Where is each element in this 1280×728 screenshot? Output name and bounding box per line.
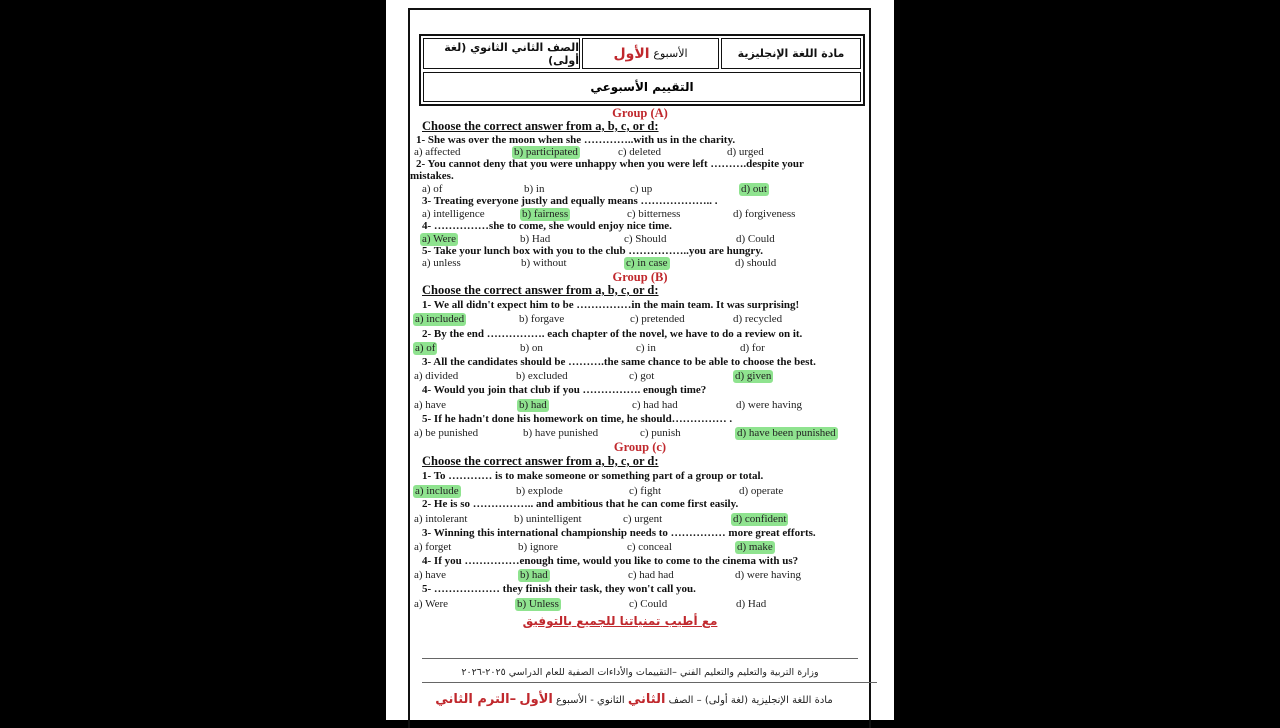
question-stem: 2- You cannot deny that you were unhappy when you were left ……….despite your — [416, 158, 804, 170]
question-stem-continued: mistakes. — [410, 170, 454, 182]
option-c: c) urgent — [623, 513, 663, 525]
group-b-title: Group (B) — [612, 270, 668, 284]
option-b-highlighted: b) had — [519, 399, 547, 411]
group-c-instruction: Choose the correct answer from a, b, c, or d: — [422, 454, 659, 468]
option-c-highlighted: c) in case — [626, 257, 668, 269]
assessment-title: التقييم الأسبوعي — [423, 72, 861, 102]
question-stem: 4- If you ……………enough time, would you like to come to the cinema with us? — [422, 555, 799, 567]
option-a-highlighted: a) included — [415, 313, 465, 325]
option-b: b) unintelligent — [514, 513, 582, 525]
option-a: a) intolerant — [414, 513, 468, 525]
option-d-highlighted: d) make — [737, 541, 773, 553]
option-d-highlighted: d) given — [735, 370, 772, 382]
option-d: d) for — [740, 342, 765, 354]
option-a: a) Were — [414, 598, 449, 610]
option-a: a) affected — [414, 146, 461, 158]
option-a-highlighted: a) Were — [422, 233, 457, 245]
footer-divider-2 — [422, 682, 877, 683]
option-c: c) pretended — [630, 313, 685, 325]
option-b: b) on — [520, 342, 543, 354]
option-c: c) conceal — [627, 541, 672, 553]
option-c: c) in — [636, 342, 656, 354]
option-d: d) operate — [739, 485, 784, 497]
option-c: c) fight — [629, 485, 662, 497]
question-stem: 3- All the candidates should be ……….the same chance to be able to choose the best. — [422, 356, 816, 368]
option-a: a) have — [414, 399, 447, 411]
option-b: b) Had — [520, 233, 551, 245]
option-b: b) in — [524, 183, 545, 195]
option-a: a) unless — [422, 257, 461, 269]
option-d: d) urged — [727, 146, 764, 158]
option-d: d) recycled — [733, 313, 783, 325]
week-cell: الأسبوع الأول — [582, 38, 719, 69]
question-stem: 5- If he hadn't done his homework on time, he should…………… . — [422, 413, 733, 425]
option-c: c) up — [630, 183, 653, 195]
question-stem: 4- Would you join that club if you ……………. enough time? — [422, 384, 707, 396]
option-a-highlighted: a) of — [415, 342, 436, 354]
option-d: d) Could — [736, 233, 775, 245]
question-stem: 1- We all didn't expect him to be ……………in the main team. It was surprising! — [422, 299, 800, 311]
header-table — [419, 34, 865, 106]
option-d-highlighted: d) out — [741, 183, 767, 195]
option-a: a) have — [414, 569, 447, 581]
option-a-highlighted: a) include — [415, 485, 459, 497]
option-a: a) intelligence — [422, 208, 485, 220]
option-d-highlighted: d) have been punished — [737, 427, 836, 439]
group-a-instruction: Choose the correct answer from a, b, c, or d: — [422, 119, 659, 133]
option-b: b) explode — [516, 485, 563, 497]
question-stem: 3- Winning this international championship needs to …………… more great efforts. — [422, 527, 816, 539]
option-c: c) got — [629, 370, 655, 382]
question-stem: 4- ……………she to come, she would enjoy nice time. — [422, 220, 672, 232]
closing-wishes: مع أطيب تمنياتنا للجميع بالتوفيق — [522, 614, 718, 628]
option-c: c) Could — [629, 598, 668, 610]
option-b-highlighted: b) participated — [514, 146, 578, 158]
group-a-title: Group (A) — [612, 106, 668, 120]
footer-course-info: مادة اللغة الإنجليزية (لغة أولى) – الصف الثاني الثانوي - الأسبوع الأول –الترم الثاني — [435, 692, 833, 707]
option-d: d) forgiveness — [733, 208, 796, 220]
question-stem: 2- By the end ……………. each chapter of the novel, we have to do a review on it. — [422, 328, 803, 340]
footer-ministry: وزارة التربية والتعليم والتعليم الفني –التقييمات والأداءات الصفية للعام الدراسي ٢٠٢٥-٢٠٢٦ — [461, 667, 819, 678]
footer-divider — [422, 658, 858, 659]
option-b: b) have punished — [523, 427, 599, 439]
option-b-highlighted: b) had — [520, 569, 548, 581]
option-d: d) Had — [736, 598, 767, 610]
question-stem: 1- To ………… is to make someone or something part of a group or total. — [422, 470, 764, 482]
option-c: c) punish — [640, 427, 681, 439]
option-b: b) without — [521, 257, 567, 269]
question-stem: 3- Treating everyone justly and equally means ……………….. . — [422, 195, 718, 207]
option-a: a) be punished — [414, 427, 479, 439]
option-c: c) had had — [632, 399, 678, 411]
option-d-highlighted: d) confident — [733, 513, 787, 525]
option-c: c) deleted — [618, 146, 662, 158]
option-b-highlighted: b) fairness — [522, 208, 569, 220]
option-d: d) were having — [735, 569, 801, 581]
option-c: c) had had — [628, 569, 674, 581]
grade-cell: الصف الثاني الثانوي (لغة أولى) — [423, 38, 580, 69]
question-stem: 5- Take your lunch box with you to the club ……………..you are hungry. — [422, 245, 763, 257]
question-stem: 1- She was over the moon when she …………..with us in the charity. — [416, 134, 736, 146]
option-a: a) divided — [414, 370, 459, 382]
subject-cell: مادة اللغة الإنجليزية — [721, 38, 861, 69]
option-b: b) ignore — [518, 541, 559, 553]
option-d: d) should — [735, 257, 777, 269]
option-d: d) were having — [736, 399, 802, 411]
option-b: b) excluded — [516, 370, 568, 382]
group-b-instruction: Choose the correct answer from a, b, c, or d: — [422, 283, 659, 297]
option-b-highlighted: b) Unless — [517, 598, 559, 610]
option-b: b) forgave — [519, 313, 565, 325]
option-a: a) of — [422, 183, 443, 195]
question-stem: 5- ……………… they finish their task, they won't call you. — [422, 583, 696, 595]
option-a: a) forget — [414, 541, 452, 553]
option-c: c) Should — [624, 233, 667, 245]
group-c-title: Group (c) — [613, 440, 667, 454]
option-c: c) bitterness — [627, 208, 681, 220]
question-stem: 2- He is so …………….. and ambitious that he can come first easily. — [422, 498, 739, 510]
